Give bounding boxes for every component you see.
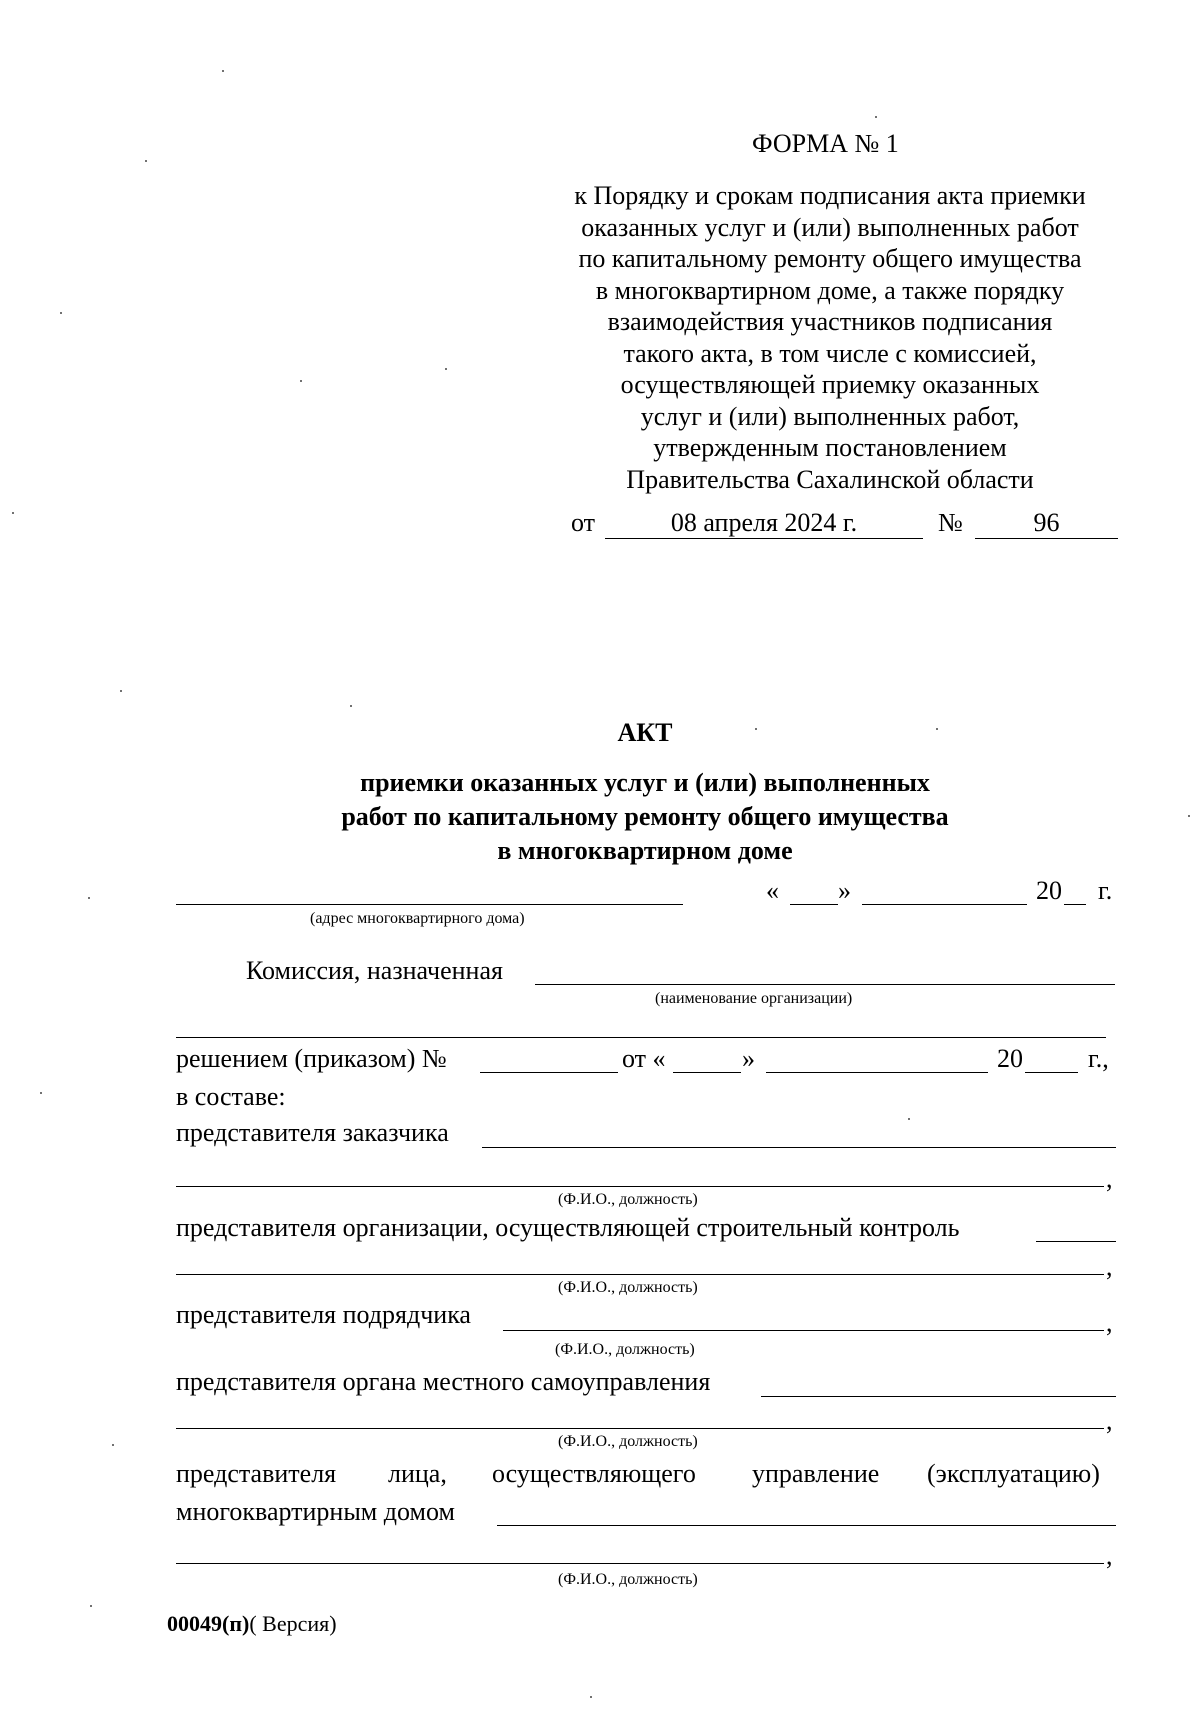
form-title: ФОРМА № 1 [752,129,899,158]
header-line: Правительства Сахалинской области [626,464,1034,494]
scan-speck [590,1696,592,1698]
address-field[interactable] [176,904,683,905]
comma: , [1106,1406,1113,1435]
date-close-quote: » [838,876,851,905]
decision-from: от « [622,1044,666,1073]
commission-label: Комиссия, назначенная [246,956,503,985]
scan-speck [300,380,302,382]
scan-speck [40,1092,42,1094]
customer-rep-field-2[interactable] [176,1186,1104,1187]
scan-speck [445,368,447,370]
comma: , [1106,1541,1113,1570]
local-gov-rep-field[interactable] [761,1396,1116,1397]
composition-label: в составе: [176,1082,286,1111]
decree-date-line [605,538,923,539]
decree-from-label: от [571,508,596,537]
comma: , [1106,1164,1113,1193]
scan-speck [1188,815,1190,817]
decision-year-field[interactable] [1025,1072,1078,1073]
manager-rep-word: осуществляющего [492,1459,696,1488]
act-day-field[interactable] [790,904,838,905]
act-title: АКТ [617,718,673,747]
address-caption: (адрес многоквартирного дома) [310,910,525,927]
act-subtitle-line: приемки оказанных услуг и (или) выполненных [360,768,930,797]
customer-rep-field[interactable] [482,1147,1116,1148]
manager-rep-word: (эксплуатацию) [927,1459,1100,1488]
local-gov-rep-field-2[interactable] [176,1428,1104,1429]
manager-rep-label-2: многоквартирным домом [176,1497,455,1526]
act-subtitle-line: в многоквартирном доме [497,836,793,865]
comma: , [1106,1252,1113,1281]
act-year-suffix: г. [1098,876,1113,905]
manager-rep-word: представителя [176,1459,337,1488]
decree-number: 96 [1033,508,1060,537]
commission-org-field-2[interactable] [176,1037,1106,1038]
scan-speck [12,512,14,514]
fio-caption: (Ф.И.О., должность) [558,1433,698,1450]
scan-speck [908,1118,910,1120]
scan-speck [145,160,147,162]
scan-speck [350,705,352,707]
commission-org-field[interactable] [535,984,1115,985]
act-subtitle-line: работ по капитальному ремонту общего имущества [341,802,949,831]
header-line: утвержденным постановлением [653,433,1007,462]
scan-speck [936,728,938,730]
header-line: услуг и (или) выполненных работ, [640,401,1020,431]
header-text [540,180,1120,495]
decision-year-prefix: 20 [997,1044,1023,1073]
scan-speck [222,70,224,72]
header-line: взаимодействия участников подписания [607,307,1053,336]
act-year-field[interactable] [1064,904,1086,905]
header-line: по капитальному ремонту общего имущества [578,244,1082,273]
header-line: оказанных услуг и (или) выполненных работ [581,212,1079,242]
scan-speck [60,312,62,314]
act-subtitle [200,766,1090,868]
contractor-rep-label: представителя подрядчика [176,1300,471,1329]
manager-rep-field-2[interactable] [176,1563,1104,1564]
decision-day-field[interactable] [673,1072,741,1073]
act-year-prefix: 20 [1036,876,1062,905]
scan-speck [112,1444,114,1446]
manager-rep-word: лица, [388,1459,447,1488]
decision-month-field[interactable] [766,1072,988,1073]
doc-code-number: 00049(п) [167,1611,250,1636]
decision-close-quote: » [742,1044,755,1073]
contractor-rep-field[interactable] [503,1330,1104,1331]
header-line: в многоквартирном доме, а также порядку [595,275,1065,305]
manager-rep-field[interactable] [497,1525,1116,1526]
fio-caption: (Ф.И.О., должность) [555,1341,695,1358]
decree-date: 08 апреля 2024 г. [670,508,858,537]
fio-caption: (Ф.И.О., должность) [558,1571,698,1588]
header-line: к Порядку и срокам подписания акта приемки [574,181,1086,210]
control-rep-field-2[interactable] [176,1274,1104,1275]
decision-year-suffix: г., [1088,1044,1109,1073]
manager-rep-word: управление [752,1459,880,1488]
customer-rep-label: представителя заказчика [176,1118,449,1147]
scan-speck [120,690,122,692]
header-line: осуществляющей приемку оказанных [620,370,1040,399]
local-gov-rep-label: представителя органа местного самоуправления [176,1367,711,1396]
decree-number-line [975,538,1118,539]
decision-label: решением (приказом) № [176,1044,447,1073]
control-rep-label: представителя организации, осуществляющей строительный контроль [176,1213,960,1242]
control-rep-field[interactable] [1036,1241,1116,1242]
fio-caption: (Ф.И.О., должность) [558,1191,698,1208]
act-month-field[interactable] [862,904,1027,905]
comma: , [1106,1308,1113,1337]
org-caption: (наименование организации) [655,990,853,1007]
fio-caption: (Ф.И.О., должность) [558,1279,698,1296]
date-open-quote: « [766,876,779,905]
decree-number-label: № [938,508,963,537]
scan-speck [755,728,757,730]
scan-speck [88,897,90,899]
scan-speck [90,1605,92,1607]
doc-version: ( Версия) [249,1611,337,1636]
header-line: такого акта, в том числе с комиссией, [623,338,1037,368]
decision-number-field[interactable] [480,1072,618,1073]
doc-code [167,1611,337,1637]
scan-speck [875,116,877,118]
